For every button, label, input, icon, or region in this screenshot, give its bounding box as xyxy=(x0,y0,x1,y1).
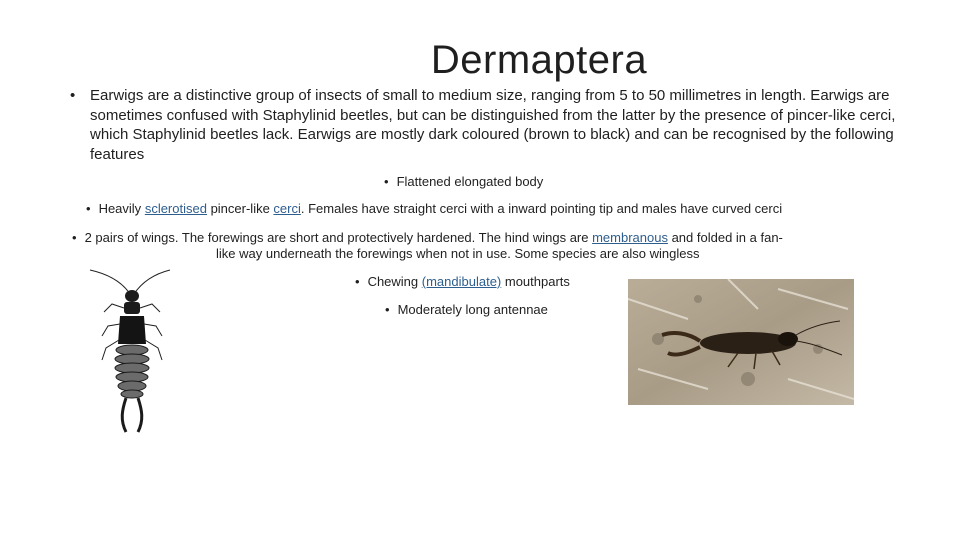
feature-text-post: mouthparts xyxy=(501,274,570,289)
slide-title: Dermaptera xyxy=(430,38,648,82)
bullet-dot: • xyxy=(70,87,76,104)
feature-text-pre: Chewing xyxy=(367,274,422,289)
link-membranous[interactable]: membranous xyxy=(592,230,668,245)
link-mandibulate[interactable]: (mandibulate) xyxy=(421,274,502,289)
feature-text-pre: 2 pairs of wings. The forewings are short and protectively hardened. The hind wings are xyxy=(84,230,593,245)
feature-text-post: . Females have straight cerci with a inward pointing tip and males have curved cerci xyxy=(300,201,783,216)
link-sclerotised[interactable]: sclerotised xyxy=(144,201,207,216)
bullet-dot: • xyxy=(384,174,389,189)
feature-text-post: and folded in a fan- xyxy=(667,230,783,245)
feature-text-mid: pincer-like xyxy=(206,201,274,216)
earwig-drawing-image xyxy=(86,264,174,436)
feature-antennae xyxy=(385,302,548,318)
feature-text: Moderately long antennae xyxy=(397,302,548,317)
bullet-dot: • xyxy=(355,274,360,289)
feature-text-line2: like way underneath the forewings when not in use. Some species are also wingless xyxy=(216,246,700,261)
intro-bullet xyxy=(70,86,900,164)
intro-text: Earwigs are a distinctive group of insects of small to medium size, ranging from 5 to 50 millimetres in length. Earwigs are sometimes confused with Staphylinid beetles, but can be distinguished from the latter by the presence of pincer-like cerci, which Staphylinid beetles lack. Earwigs are mostly dark coloured (brown to black) and can be recognised by the following features xyxy=(90,87,896,163)
earwig-photo-image xyxy=(628,279,854,405)
feature-flattened-body xyxy=(384,174,543,190)
feature-text: Flattened elongated body xyxy=(396,174,544,189)
feature-text-pre: Heavily xyxy=(98,201,145,216)
bullet-dot: • xyxy=(86,201,91,216)
feature-mouthparts xyxy=(355,274,570,290)
bullet-dot: • xyxy=(72,230,77,245)
link-cerci[interactable]: cerci xyxy=(273,201,301,216)
bullet-dot: • xyxy=(385,302,390,317)
feature-wings xyxy=(72,230,892,262)
feature-cerci xyxy=(86,201,886,217)
